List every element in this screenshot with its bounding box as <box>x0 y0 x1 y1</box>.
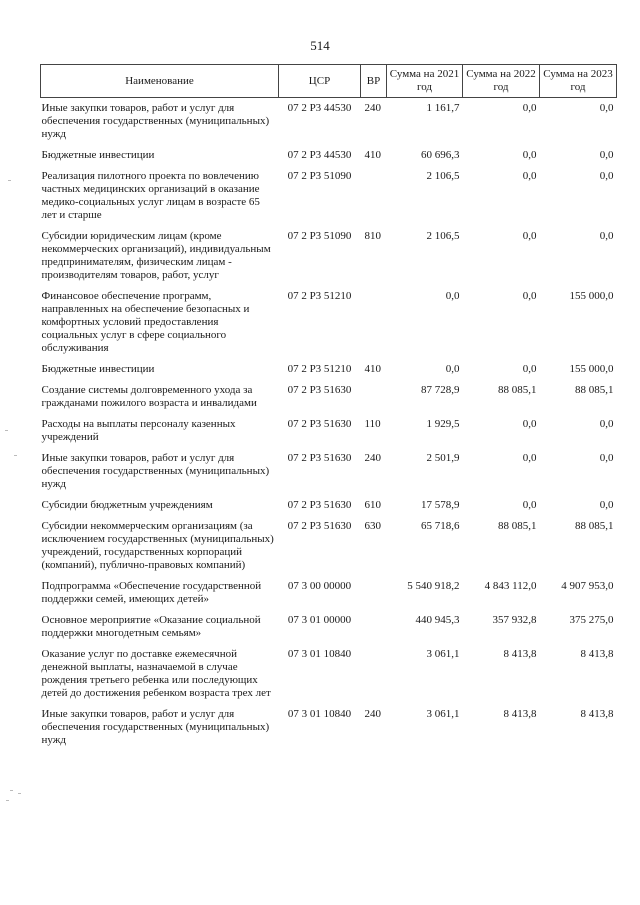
row-vr: 810 <box>364 230 381 242</box>
table-row <box>41 414 617 448</box>
row-name: Иные закупки товаров, работ и услуг для обеспечения государственных (муниципальных) нужд <box>41 102 270 140</box>
row-csr: 07 2 P3 51210 <box>287 290 352 302</box>
table-row <box>41 359 617 380</box>
row-sum-2023: 0,0 <box>599 499 614 511</box>
row-sum-2023: 155 000,0 <box>569 363 614 375</box>
row-vr: 610 <box>364 499 381 511</box>
row-sum-2022: 88 085,1 <box>498 384 537 396</box>
row-sum-2023: 155 000,0 <box>569 290 614 302</box>
row-sum-2023: 0,0 <box>599 230 614 242</box>
row-vr <box>361 610 387 644</box>
row-sum-2021: 65 718,6 <box>421 520 460 532</box>
row-csr: 07 2 P3 51090 <box>287 230 352 242</box>
row-csr: 07 2 P3 51630 <box>287 520 352 532</box>
row-sum-2023: 375 275,0 <box>569 614 614 626</box>
page-number: 514 <box>310 38 330 53</box>
row-name: Создание системы долговременного ухода за гражданами пожилого возраста и инвалидами <box>41 384 257 409</box>
table-row <box>41 145 617 166</box>
table-header-row <box>41 65 617 98</box>
row-vr: 410 <box>364 149 381 161</box>
row-name: Реализация пилотного проекта по вовлечению частных медицинских организаций в оказание медико-социальных услуг лицам в возрасте 65 лет и старше <box>41 170 260 221</box>
row-csr: 07 3 01 10840 <box>287 648 352 660</box>
row-sum-2022: 0,0 <box>522 230 537 242</box>
row-sum-2023: 0,0 <box>599 170 614 182</box>
row-sum-2021: 5 540 918,2 <box>407 580 460 592</box>
row-sum-2022: 0,0 <box>522 452 537 464</box>
header-2022: Сумма на 2022 год <box>463 65 540 98</box>
header-2021: Сумма на 2021 год <box>387 65 463 98</box>
row-csr: 07 2 P3 51090 <box>287 170 352 182</box>
row-name: Оказание услуг по доставке ежемесячной денежной выплаты, назначаемой в случае рождения третьего ребенка или последующих детей до достижения ребенком возраста трех лет <box>41 648 271 699</box>
row-vr: 630 <box>364 520 381 532</box>
row-name: Основное мероприятие «Оказание социальной поддержки многодетным семьям» <box>41 614 261 639</box>
row-vr <box>361 166 387 226</box>
row-name: Финансовое обеспечение программ, направленных на обеспечение безопасных и комфортных условий предоставления социальных услуг в сфере социального обслуживания <box>41 290 250 354</box>
table-row <box>41 448 617 495</box>
row-sum-2021: 17 578,9 <box>421 499 460 511</box>
row-sum-2022: 0,0 <box>522 499 537 511</box>
row-sum-2021: 2 501,9 <box>426 452 460 464</box>
row-vr: 240 <box>364 708 381 720</box>
row-vr <box>361 576 387 610</box>
row-name: Бюджетные инвестиции <box>41 363 155 375</box>
row-sum-2022: 88 085,1 <box>498 520 537 532</box>
row-sum-2023: 0,0 <box>599 102 614 114</box>
row-sum-2022: 0,0 <box>522 102 537 114</box>
row-sum-2021: 2 106,5 <box>426 170 460 182</box>
row-csr: 07 3 01 10840 <box>287 708 352 720</box>
row-vr <box>361 286 387 359</box>
row-sum-2021: 3 061,1 <box>426 648 460 660</box>
table-row <box>41 704 617 751</box>
row-vr: 240 <box>364 102 381 114</box>
row-sum-2021: 0,0 <box>445 363 460 375</box>
row-sum-2023: 0,0 <box>599 418 614 430</box>
row-sum-2023: 4 907 953,0 <box>561 580 614 592</box>
row-sum-2022: 0,0 <box>522 290 537 302</box>
table-row <box>41 98 617 146</box>
row-csr: 07 2 P3 44530 <box>287 102 352 114</box>
row-csr: 07 2 P3 44530 <box>287 149 352 161</box>
table-row <box>41 380 617 414</box>
row-name: Расходы на выплаты персоналу казенных учреждений <box>41 418 236 443</box>
table-row <box>41 610 617 644</box>
row-sum-2023: 0,0 <box>599 452 614 464</box>
header-2023: Сумма на 2023 год <box>540 65 617 98</box>
table-row <box>41 286 617 359</box>
row-sum-2022: 0,0 <box>522 170 537 182</box>
row-name: Иные закупки товаров, работ и услуг для обеспечения государственных (муниципальных) нужд <box>41 708 270 746</box>
header-vr: ВР <box>361 65 387 98</box>
row-sum-2023: 0,0 <box>599 149 614 161</box>
row-csr: 07 2 P3 51630 <box>287 499 352 511</box>
row-sum-2022: 0,0 <box>522 149 537 161</box>
table-row <box>41 226 617 286</box>
row-vr <box>361 380 387 414</box>
row-sum-2021: 60 696,3 <box>421 149 460 161</box>
header-csr: ЦСР <box>279 65 361 98</box>
table-row <box>41 516 617 576</box>
row-sum-2021: 440 945,3 <box>415 614 460 626</box>
table-row <box>41 644 617 704</box>
budget-table <box>40 64 617 751</box>
row-csr: 07 2 P3 51630 <box>287 452 352 464</box>
row-sum-2022: 8 413,8 <box>503 708 537 720</box>
row-name: Бюджетные инвестиции <box>41 149 155 161</box>
row-sum-2021: 87 728,9 <box>421 384 460 396</box>
row-csr: 07 2 P3 51210 <box>287 363 352 375</box>
row-name: Субсидии бюджетным учреждениям <box>41 499 213 511</box>
row-csr: 07 3 00 00000 <box>287 580 352 592</box>
row-vr <box>361 644 387 704</box>
row-sum-2021: 3 061,1 <box>426 708 460 720</box>
table-row <box>41 166 617 226</box>
header-name: Наименование <box>41 65 279 98</box>
table-row <box>41 576 617 610</box>
scan-margin-marks <box>0 0 40 905</box>
row-sum-2023: 8 413,8 <box>580 648 614 660</box>
row-sum-2022: 357 932,8 <box>492 614 537 626</box>
row-sum-2022: 0,0 <box>522 418 537 430</box>
row-csr: 07 2 P3 51630 <box>287 384 352 396</box>
row-csr: 07 3 01 00000 <box>287 614 352 626</box>
row-sum-2022: 8 413,8 <box>503 648 537 660</box>
row-name: Субсидии юридическим лицам (кроме некоммерческих организаций), индивидуальным предпринимателям, физическим лицам - производителям товаров, работ, услуг <box>41 230 271 281</box>
row-sum-2021: 1 929,5 <box>426 418 460 430</box>
row-csr: 07 2 P3 51630 <box>287 418 352 430</box>
row-sum-2021: 2 106,5 <box>426 230 460 242</box>
row-sum-2023: 88 085,1 <box>575 520 614 532</box>
row-sum-2023: 88 085,1 <box>575 384 614 396</box>
row-sum-2021: 1 161,7 <box>426 102 460 114</box>
row-vr: 240 <box>364 452 381 464</box>
row-name: Субсидии некоммерческим организациям (за исключением государственных (муниципальных) учреждений, государственных корпораций (компаний), публично-правовых компаний) <box>41 520 274 571</box>
row-name: Иные закупки товаров, работ и услуг для обеспечения государственных (муниципальных) нужд <box>41 452 270 490</box>
row-name: Подпрограмма «Обеспечение государственной поддержки семей, имеющих детей» <box>41 580 262 605</box>
row-sum-2022: 0,0 <box>522 363 537 375</box>
row-vr: 410 <box>364 363 381 375</box>
row-sum-2022: 4 843 112,0 <box>484 580 537 592</box>
table-row <box>41 495 617 516</box>
row-vr: 110 <box>364 418 381 430</box>
row-sum-2021: 0,0 <box>445 290 460 302</box>
row-sum-2023: 8 413,8 <box>580 708 614 720</box>
